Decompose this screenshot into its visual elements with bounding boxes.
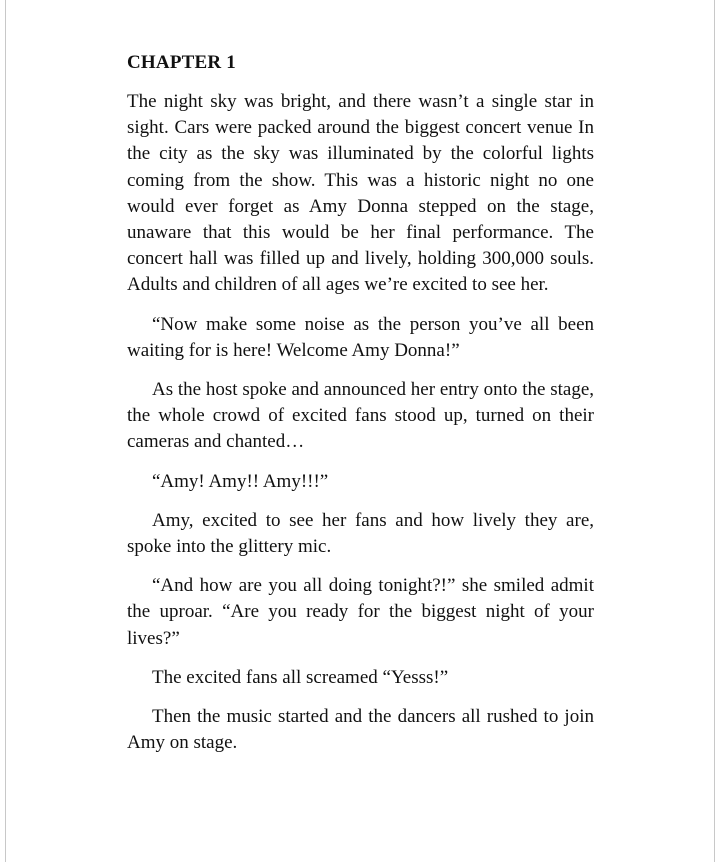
chapter-title: CHAPTER 1 <box>127 52 236 73</box>
paragraph-chant: “Amy! Amy!! Amy!!!” <box>152 470 329 492</box>
paragraph-amy-speaks: Amy, excited to see her fans and how lively they are, spoke into the glittery mic. <box>127 509 594 558</box>
paragraph-opening: The night sky was bright, and there wasn’t a single star in sight. Cars were packed around the biggest concert venue In the city as the sky was illuminated by the colorful lights coming from the show. This was a historic night no one would ever forget as Amy Donna stepped on the stage, unaware that this would be her final performance. The concert hall was filled up and lively, holding 300,000 souls. Adults and children of all ages we’re excited to see her. <box>127 91 594 296</box>
paragraph-crowd-stands: As the host spoke and announced her entry onto the stage, the whole crowd of excited fans stood up, turned on their cameras and chanted… <box>127 379 594 453</box>
paragraph-host-announcement: “Now make some noise as the person you’ve all been waiting for is here! Welcome Amy Donna!” <box>127 313 594 361</box>
page-right-edge <box>714 0 715 862</box>
paragraph-music-starts: Then the music started and the dancers all rushed to join Amy on stage. <box>127 706 594 754</box>
paragraph-fans-scream: The excited fans all screamed “Yesss!” <box>152 666 449 688</box>
page-body <box>127 50 594 769</box>
paragraph-amy-question: “And how are you all doing tonight?!” she smiled admit the uproar. “Are you ready for the biggest night of your lives?” <box>127 575 594 649</box>
page-left-edge <box>5 0 6 862</box>
